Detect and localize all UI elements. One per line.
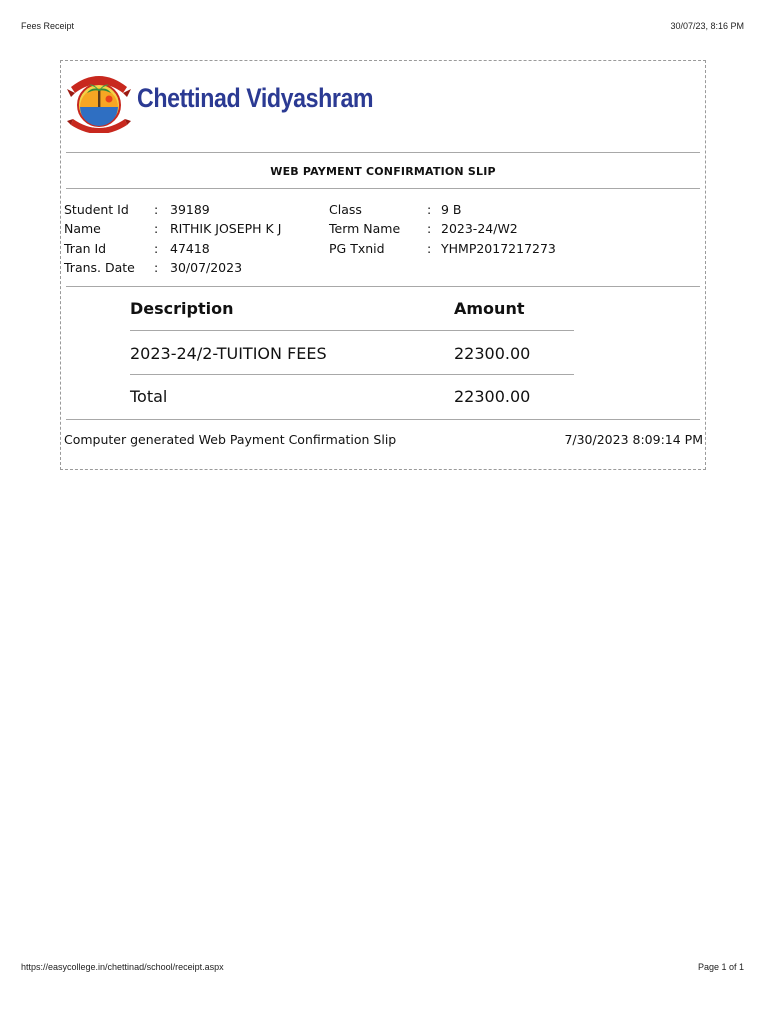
term-name-value: 2023-24/W2 bbox=[441, 221, 518, 236]
pg-txnid-label: PG Txnid bbox=[329, 241, 385, 256]
footer-timestamp: 7/30/2023 8:09:14 PM bbox=[564, 432, 703, 447]
name-value: RITHIK JOSEPH K J bbox=[170, 221, 282, 236]
tran-id-value: 47418 bbox=[170, 241, 210, 256]
payment-slip bbox=[60, 60, 706, 470]
page-url: https://easycollege.in/chettinad/school/receipt.aspx bbox=[21, 962, 224, 972]
divider bbox=[66, 152, 700, 153]
total-label: Total bbox=[130, 387, 168, 406]
name-label: Name bbox=[64, 221, 101, 236]
table-divider bbox=[130, 330, 574, 331]
field-separator: : bbox=[427, 221, 432, 236]
student-id-label: Student Id bbox=[64, 202, 129, 217]
page-number: Page 1 of 1 bbox=[697, 962, 744, 972]
divider bbox=[66, 286, 700, 287]
print-title: Fees Receipt bbox=[21, 21, 75, 31]
field-separator: : bbox=[427, 241, 432, 256]
print-footer bbox=[21, 962, 744, 972]
field-separator: : bbox=[427, 202, 432, 217]
school-logo bbox=[65, 67, 374, 142]
field-separator: : bbox=[154, 260, 159, 275]
table-divider bbox=[130, 374, 574, 375]
pg-txnid-value: YHMP2017217273 bbox=[441, 241, 556, 256]
description-header: Description bbox=[130, 299, 234, 318]
tran-id-label: Tran Id bbox=[64, 241, 107, 256]
school-name: Chettinad Vidyashram bbox=[137, 83, 374, 113]
student-id-value: 39189 bbox=[170, 202, 210, 217]
divider bbox=[66, 419, 700, 420]
slip-title: WEB PAYMENT CONFIRMATION SLIP bbox=[270, 165, 496, 178]
total-amount: 22300.00 bbox=[454, 387, 531, 406]
footer-note: Computer generated Web Payment Confirmation Slip bbox=[64, 432, 397, 447]
trans-date-value: 30/07/2023 bbox=[170, 260, 243, 275]
fee-description: 2023-24/2-TUITION FEES bbox=[130, 344, 327, 363]
school-emblem-icon bbox=[65, 67, 133, 133]
field-separator: : bbox=[154, 202, 159, 217]
class-value: 9 B bbox=[441, 202, 462, 217]
field-separator: : bbox=[154, 241, 159, 256]
trans-date-label: Trans. Date bbox=[64, 260, 135, 275]
print-datetime: 30/07/23, 8:16 PM bbox=[670, 21, 744, 31]
fee-amount: 22300.00 bbox=[454, 344, 531, 363]
class-label: Class bbox=[329, 202, 362, 217]
amount-header: Amount bbox=[454, 299, 525, 318]
field-separator: : bbox=[154, 221, 159, 236]
print-header bbox=[21, 21, 744, 31]
term-name-label: Term Name bbox=[329, 221, 401, 236]
divider bbox=[66, 188, 700, 189]
